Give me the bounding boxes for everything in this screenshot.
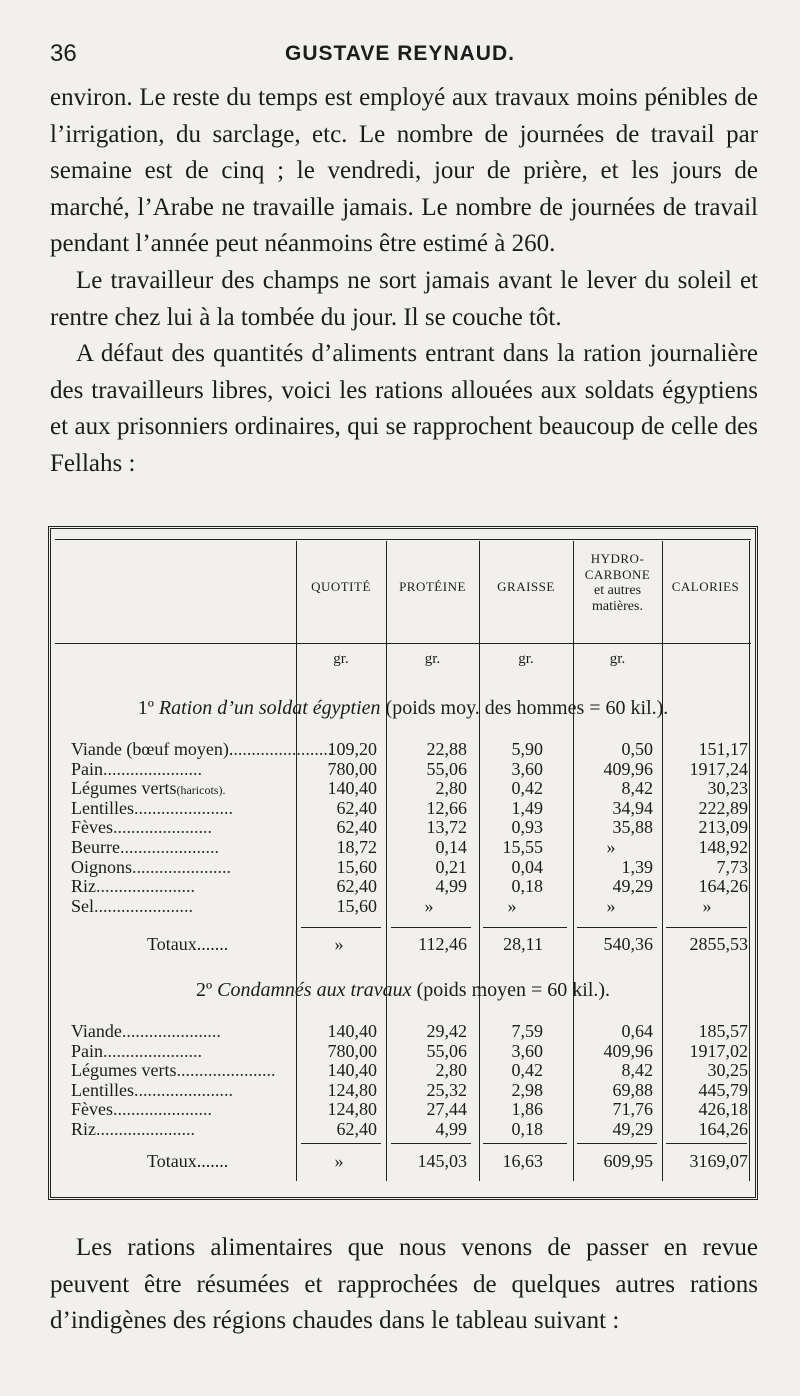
row-label-text: Légumes verts xyxy=(71,778,177,799)
total-rule xyxy=(577,927,657,928)
cell-graisse: 2,98 xyxy=(511,1079,543,1100)
unit-label: gr. xyxy=(333,651,349,667)
cell-graisse: 0,42 xyxy=(511,778,543,799)
cell-quotite: 15,60 xyxy=(336,856,377,877)
table-row xyxy=(51,876,755,896)
table-row xyxy=(51,1080,755,1100)
row-label xyxy=(71,798,295,819)
cell-hydro: 1,39 xyxy=(621,856,653,877)
table-row xyxy=(51,837,755,857)
table-row xyxy=(51,739,755,759)
total-rule xyxy=(391,1143,471,1144)
row-label xyxy=(71,739,333,760)
total-rule xyxy=(577,1143,657,1144)
cell-graisse: 16,63 xyxy=(502,1151,543,1171)
cell-calories: 213,09 xyxy=(698,817,748,838)
row-label-text: Beurre xyxy=(71,837,120,857)
row-label-text: Totaux xyxy=(147,1151,197,1171)
row-label xyxy=(71,1060,295,1081)
header-line: HYDRO- xyxy=(590,551,645,566)
dot-leader: ...................... xyxy=(96,876,195,897)
total-rule xyxy=(666,1143,747,1144)
cell-hydro: » xyxy=(606,837,616,857)
dot-leader: ....... xyxy=(196,934,229,954)
cell-proteine: 2,80 xyxy=(435,778,467,799)
section-number: 1º xyxy=(137,697,154,719)
row-label xyxy=(71,876,295,897)
section-caption-condemned xyxy=(51,979,755,1002)
header-line: matières. xyxy=(592,599,643,614)
row-label xyxy=(71,778,295,799)
row-label-note: (haricots). xyxy=(176,783,226,798)
cell-calories: 1917,24 xyxy=(689,758,748,779)
cell-calories: 30,23 xyxy=(707,778,748,799)
cell-quotite: 62,40 xyxy=(336,817,377,838)
cell-hydro: 609,95 xyxy=(603,1151,653,1171)
cell-hydro: 8,42 xyxy=(621,1060,653,1081)
row-label xyxy=(71,857,295,878)
cell-quotite: 109,20 xyxy=(327,739,377,759)
header-rule xyxy=(55,643,751,644)
cell-graisse: 7,59 xyxy=(511,1021,543,1041)
cell-calories: » xyxy=(702,895,712,916)
row-label xyxy=(71,1080,295,1101)
row-label xyxy=(71,1041,295,1062)
cell-graisse: 0,42 xyxy=(511,1060,543,1081)
row-label xyxy=(71,896,295,917)
cell-hydro: 71,76 xyxy=(612,1099,653,1120)
table-row xyxy=(51,1060,755,1080)
column-header-proteine: PROTÉINE xyxy=(399,579,466,594)
dot-leader: ...................... xyxy=(96,1119,195,1139)
cell-graisse: » xyxy=(507,895,517,916)
section-number: 2º xyxy=(195,979,213,1001)
dot-leader: ...................... xyxy=(113,1099,212,1120)
cell-calories: 148,92 xyxy=(698,837,748,857)
cell-calories: 164,26 xyxy=(698,876,748,897)
total-rule xyxy=(391,927,471,928)
row-label xyxy=(71,1099,295,1120)
table-row xyxy=(51,896,755,916)
row-label-text: Lentilles xyxy=(71,797,134,818)
cell-graisse: 3,60 xyxy=(511,758,543,779)
cell-proteine: 13,72 xyxy=(426,817,467,838)
row-label-text: Totaux xyxy=(147,934,197,954)
cell-quotite: 780,00 xyxy=(327,758,377,779)
header-rule xyxy=(55,539,751,540)
cell-quotite: 140,40 xyxy=(327,778,377,799)
table-row xyxy=(51,759,755,779)
cell-graisse: 3,60 xyxy=(511,1040,543,1061)
cell-graisse: 1,49 xyxy=(511,797,543,818)
cell-proteine: 25,32 xyxy=(426,1079,467,1100)
cell-hydro: 35,88 xyxy=(612,817,653,838)
cell-quotite: 124,80 xyxy=(327,1079,377,1100)
dot-leader: ...................... xyxy=(94,895,194,916)
cell-calories: 164,26 xyxy=(698,1119,748,1139)
table-row xyxy=(51,857,755,877)
cell-proteine: 27,44 xyxy=(426,1099,467,1120)
cell-hydro: 540,36 xyxy=(603,934,653,954)
cell-calories: 7,73 xyxy=(716,856,748,877)
unit-label: gr. xyxy=(424,651,441,667)
total-rule xyxy=(483,927,567,928)
column-header-calories: CALORIES xyxy=(671,579,740,594)
cell-quotite: » xyxy=(334,1151,344,1171)
row-label-text: Sel xyxy=(71,895,95,916)
section-title: Ration d’un soldat égyptien xyxy=(158,697,381,719)
row-label-text: Riz xyxy=(71,876,96,897)
table-row xyxy=(51,798,755,818)
cell-calories: 445,79 xyxy=(698,1079,748,1100)
cell-quotite: 62,40 xyxy=(336,1119,377,1139)
cell-hydro: 49,29 xyxy=(612,1119,653,1139)
cell-calories: 1917,02 xyxy=(689,1040,748,1061)
cell-proteine: 22,88 xyxy=(426,739,467,759)
row-label-text: Fèves xyxy=(71,1099,113,1120)
cell-hydro: 34,94 xyxy=(612,797,653,818)
cell-graisse: 0,18 xyxy=(511,876,543,897)
ration-table xyxy=(48,526,758,1200)
cell-calories: 151,17 xyxy=(698,739,748,759)
total-label xyxy=(147,934,297,955)
total-rule xyxy=(301,1143,381,1144)
cell-calories: 426,18 xyxy=(698,1099,748,1120)
dot-leader: ...................... xyxy=(113,817,212,838)
section-note: (poids moyen = 60 kil.). xyxy=(416,979,611,1001)
cell-proteine: » xyxy=(424,895,434,916)
cell-quotite: 140,40 xyxy=(327,1021,377,1041)
cell-quotite: 140,40 xyxy=(327,1060,377,1081)
row-label-text: Pain xyxy=(71,758,104,779)
cell-proteine: 29,42 xyxy=(426,1021,467,1041)
ration-table-body xyxy=(51,529,755,1197)
paragraph: A défaut des quantités d’aliments entrant dans la ration journalière des travailleurs libres, voici les rations allouées aux soldats égyptiens et aux prisonniers ordinaires, qui se rapprochent beaucoup de celle des Fellahs : xyxy=(50,340,758,477)
table-row xyxy=(51,1041,755,1061)
cell-calories: 185,57 xyxy=(698,1021,748,1041)
cell-calories: 30,25 xyxy=(707,1060,748,1081)
cell-quotite: 124,80 xyxy=(327,1099,377,1120)
cell-graisse: 0,04 xyxy=(511,856,543,877)
row-label xyxy=(71,1021,295,1042)
dot-leader: ...................... xyxy=(176,1060,276,1081)
row-label-text: Viande xyxy=(71,1021,122,1041)
cell-graisse: 0,18 xyxy=(511,1119,543,1139)
cell-hydro: 0,50 xyxy=(621,739,653,759)
cell-calories: 222,89 xyxy=(698,797,748,818)
column-header-hydrocarbone xyxy=(573,551,662,615)
dot-leader: ...................... xyxy=(119,837,219,857)
cell-proteine: 0,21 xyxy=(435,856,467,877)
cell-graisse: 1,86 xyxy=(511,1099,543,1120)
row-label xyxy=(71,759,295,780)
paragraph: Les rations alimentaires que nous venons de passer en revue peuvent être résumées et rapprochées de quelques autres rations d’indigènes des régions chaudes dans le tableau suivant : xyxy=(50,1234,758,1335)
cell-quotite: 15,60 xyxy=(336,895,377,916)
row-label-text: Viande (bœuf moyen). xyxy=(71,739,234,759)
cell-proteine: 2,80 xyxy=(435,1060,467,1081)
cell-proteine: 0,14 xyxy=(435,837,467,857)
body-text-top xyxy=(50,80,758,483)
page-header xyxy=(50,40,750,70)
paragraph: Le travailleur des champs ne sort jamais avant le lever du soleil et rentre chez lui à la tombée du jour. Il se couche tôt. xyxy=(50,266,758,331)
cell-hydro: 69,88 xyxy=(612,1079,653,1100)
cell-proteine: 112,46 xyxy=(418,934,467,954)
row-label-text: Lentilles xyxy=(71,1079,134,1100)
dot-leader: ...................... xyxy=(103,758,203,779)
cell-quotite: 18,72 xyxy=(336,837,377,857)
row-label xyxy=(71,837,295,858)
cell-graisse: 15,55 xyxy=(502,837,543,857)
body-text-bottom xyxy=(50,1230,758,1340)
row-label-text: Fèves xyxy=(71,817,113,838)
cell-quotite: 62,40 xyxy=(336,797,377,818)
cell-proteine: 55,06 xyxy=(426,758,467,779)
cell-calories: 2855,53 xyxy=(689,934,748,954)
cell-hydro: » xyxy=(606,895,616,916)
section-caption-soldier xyxy=(51,697,755,720)
section-note: (poids moy. des hommes = 60 kil.). xyxy=(385,697,669,719)
row-label-text: Légumes verts xyxy=(71,1060,177,1081)
page-number: 36 xyxy=(50,40,77,67)
cell-proteine: 12,66 xyxy=(426,797,467,818)
header-line: CARBONE xyxy=(584,567,651,582)
cell-calories: 3169,07 xyxy=(689,1151,748,1171)
row-label-text: Pain xyxy=(71,1040,104,1061)
cell-hydro: 409,96 xyxy=(603,1040,653,1061)
running-title: GUSTAVE REYNAUD. xyxy=(285,42,515,65)
table-row xyxy=(51,778,755,798)
cell-hydro: 0,64 xyxy=(621,1021,653,1041)
column-header-graisse: GRAISSE xyxy=(497,579,555,594)
unit-label: gr. xyxy=(518,651,534,667)
total-rule xyxy=(666,927,747,928)
table-row xyxy=(51,1099,755,1119)
row-label-text: Riz xyxy=(71,1119,96,1139)
total-label xyxy=(147,1151,297,1172)
cell-proteine: 4,99 xyxy=(435,876,467,897)
cell-proteine: 55,06 xyxy=(426,1040,467,1061)
section-title: Condamnés aux travaux xyxy=(217,979,412,1001)
dot-leader: ...................... xyxy=(233,739,333,759)
cell-hydro: 8,42 xyxy=(621,778,653,799)
table-total-row xyxy=(51,1151,755,1171)
cell-quotite: 62,40 xyxy=(336,876,377,897)
header-line: et autres xyxy=(593,583,642,598)
cell-quotite: » xyxy=(334,934,344,954)
cell-hydro: 49,29 xyxy=(612,876,653,897)
total-rule xyxy=(301,927,381,928)
paragraph: environ. Le reste du temps est employé aux travaux moins pénibles de l’irrigation, du sarclage, etc. Le nombre de journées de travail par semaine est de cinq ; le vendredi, jour de prière, et les jours de marché, l’Arabe ne travaille jamais. Le nombre de journées de travail pendant l’année peut néanmoins être estimé à 260. xyxy=(50,84,758,258)
dot-leader: ...................... xyxy=(133,797,233,818)
cell-proteine: 145,03 xyxy=(417,1151,467,1171)
unit-label: gr. xyxy=(609,651,626,667)
table-total-row xyxy=(51,934,755,954)
dot-leader: ....... xyxy=(196,1151,229,1171)
dot-leader: ...................... xyxy=(121,1021,221,1041)
dot-leader: ...................... xyxy=(133,1079,233,1100)
table-row xyxy=(51,1021,755,1041)
table-row xyxy=(51,817,755,837)
column-header-quotite: QUOTITÉ xyxy=(311,579,371,594)
table-row xyxy=(51,1119,755,1139)
cell-graisse: 0,93 xyxy=(511,817,543,838)
total-rule xyxy=(483,1143,567,1144)
row-label xyxy=(71,817,295,838)
row-label-text: Oignons xyxy=(71,856,133,877)
cell-graisse: 28,11 xyxy=(503,934,543,954)
cell-graisse: 5,90 xyxy=(511,739,543,759)
row-label xyxy=(71,1119,295,1140)
cell-proteine: 4,99 xyxy=(435,1119,467,1139)
dot-leader: ...................... xyxy=(132,856,232,877)
cell-hydro: 409,96 xyxy=(603,758,653,779)
dot-leader: ...................... xyxy=(103,1040,203,1061)
cell-quotite: 780,00 xyxy=(327,1040,377,1061)
